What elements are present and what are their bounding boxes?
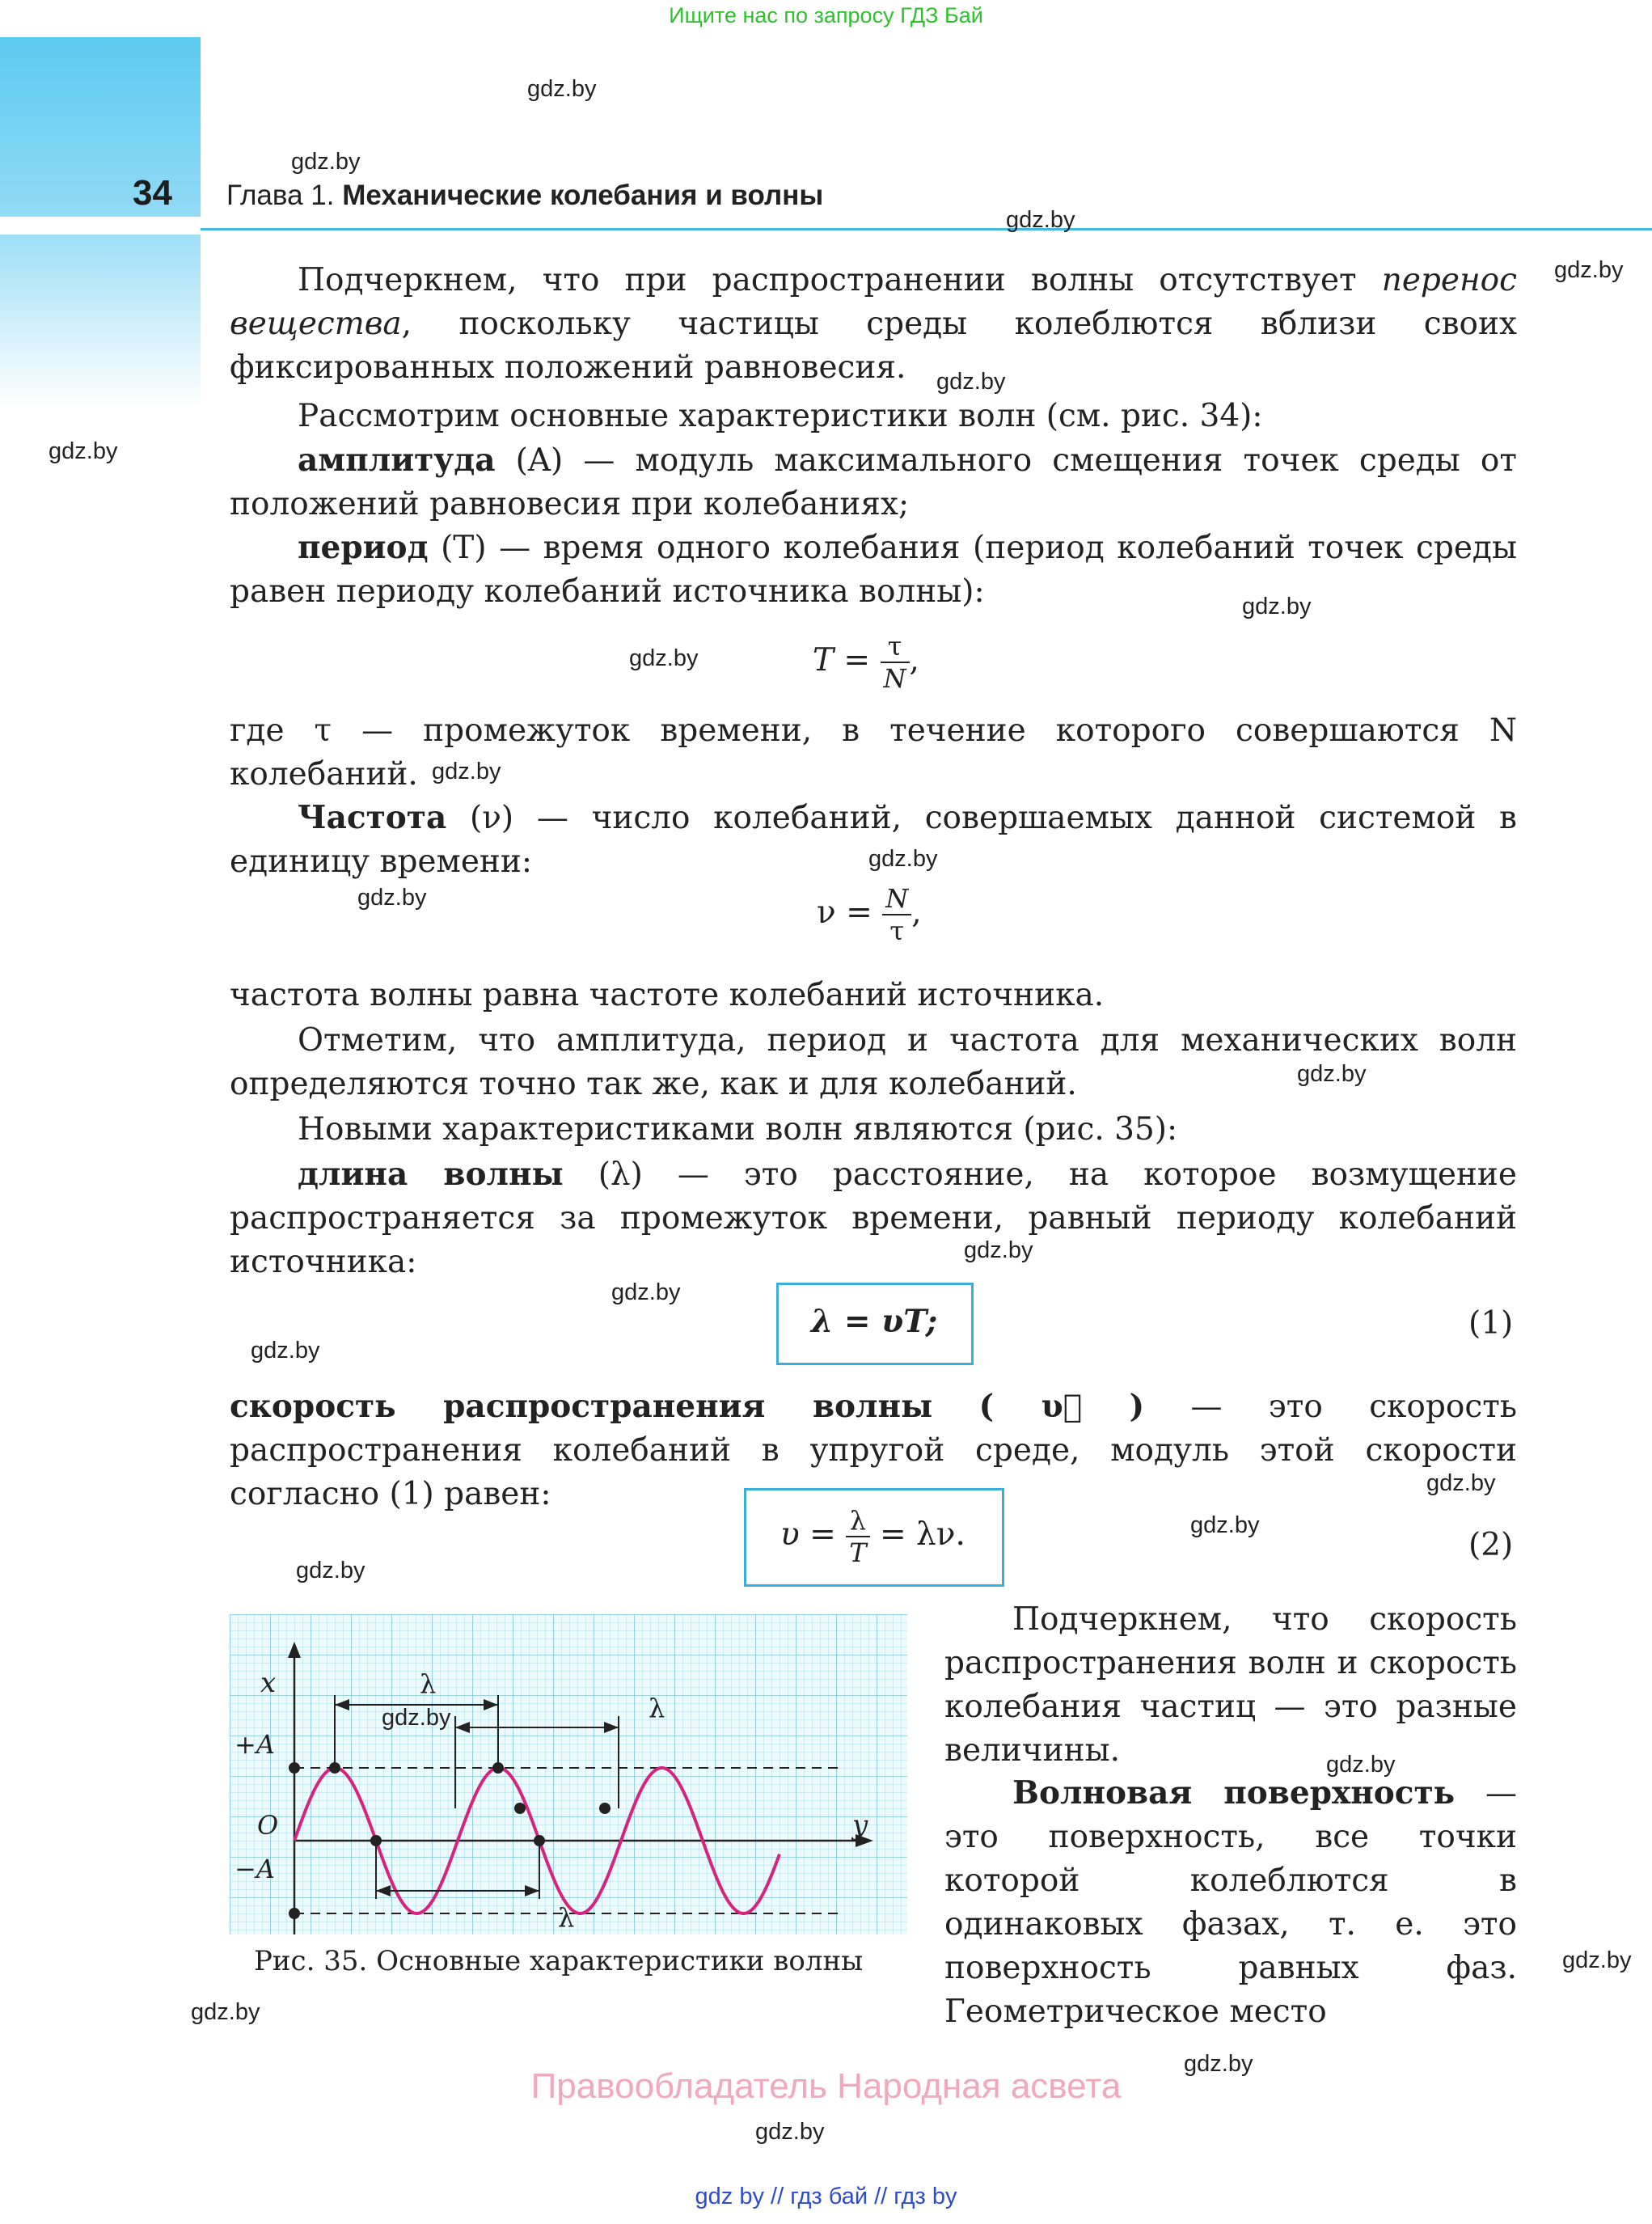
watermark: gdz.by	[936, 369, 1006, 395]
equation-2-number: (2)	[1468, 1527, 1514, 1563]
formula-frequency: ν = $\frac{N}{\tau}$ ,	[817, 883, 922, 946]
header-rule	[201, 228, 1652, 230]
watermark: gdz.by	[251, 1338, 320, 1364]
label-x-axis: x	[260, 1667, 277, 1699]
equation-1-number: (1)	[1468, 1305, 1514, 1342]
label-lambda-1: λ	[420, 1668, 437, 1699]
figure-35-wave-diagram	[230, 1614, 907, 1934]
watermark: gdz.by	[1326, 1752, 1396, 1778]
graph-paper-grid	[230, 1614, 907, 1934]
watermark: gdz.by	[382, 1705, 451, 1731]
watermark: gdz.by	[357, 885, 427, 911]
top-banner: Ищите нас по запросу ГДЗ Бай	[669, 3, 983, 27]
paragraph-9: Новыми характеристиками волн являются (рис. 35):	[298, 1111, 1178, 1148]
label-origin: O	[257, 1810, 279, 1841]
watermark: gdz.by	[964, 1237, 1033, 1263]
watermark: gdz.by	[1562, 1947, 1632, 1973]
wave-point-marker	[599, 1803, 611, 1814]
watermark: gdz.by	[1554, 257, 1624, 283]
footer-links[interactable]: gdz by // гдз бай // гдз by	[695, 2184, 957, 2209]
watermark: gdz.by	[291, 149, 361, 175]
watermark: gdz.by	[527, 76, 597, 102]
equation-2-box	[744, 1488, 1004, 1587]
watermark: gdz.by	[629, 645, 699, 671]
watermark: gdz.by	[1426, 1470, 1496, 1496]
paragraph-frequency: Частота (ν) — число колебаний, совершаемых данной системой в единицу времени:	[230, 799, 1517, 880]
chapter-prefix: Глава 1.	[226, 180, 335, 211]
label-lambda-2: λ	[649, 1693, 665, 1723]
formula-period: T = $\frac{\tau}{N}$ ,	[813, 631, 919, 694]
watermark: gdz.by	[296, 1558, 365, 1583]
wave-point-marker	[289, 1762, 300, 1774]
paragraph-wave-surface: Волновая поверхность — это поверхность, все точки которой колеблются в одинаковых фазах, т. е. это поверхность равных фаз. Геометрическое место	[944, 1774, 1517, 2030]
paragraph-7: частота волны равна частоте колебаний источника.	[230, 977, 1105, 1013]
copyright-notice: Правообладатель Народная асвета	[530, 2066, 1122, 2106]
watermark: gdz.by	[432, 759, 501, 784]
label-y-axis: y	[852, 1809, 868, 1841]
watermark: gdz.by	[1184, 2051, 1253, 2077]
label-minus-a: −A	[234, 1854, 275, 1884]
watermark: gdz.by	[191, 1999, 260, 2025]
figure-caption: Рис. 35. Основные характеристики волны	[254, 1945, 864, 1977]
watermark: gdz.by	[1242, 594, 1312, 619]
paragraph-wave-speed: скорость распространения волны ( υ⃗ ) — это скорость распространения колебаний в упругой среде, модуль этой скорости согласно (1) равен:	[230, 1388, 1518, 1512]
page-number: 34	[133, 173, 172, 213]
watermark: gdz.by	[755, 2119, 825, 2145]
watermark: gdz.by	[611, 1279, 681, 1305]
wave-point-marker	[514, 1803, 526, 1814]
paragraph-amplitude: амплитуда (A) — модуль максимального смещения точек среды от положений равновесия при колебаниях;	[230, 442, 1517, 522]
chapter-title: Механические колебания и волны	[342, 180, 824, 211]
watermark: gdz.by	[1006, 207, 1075, 233]
paragraph-where-tau: где τ — промежуток времени, в течение которого совершаются N колебаний.	[230, 712, 1517, 793]
equation-2: υ = $\frac{\lambda}{T}$ = λν.	[780, 1505, 965, 1568]
paragraph-wavelength: длина волны (λ) — это расстояние, на которое возмущение распространяется за промежуток времени, равный периоду колебаний источника:	[230, 1156, 1517, 1280]
paragraph-1: Подчеркнем, что при распространении волны отсутствует перенос вещества, поскольку частицы среды колеблются вблизи своих фиксированных положений равновесия.	[230, 262, 1517, 386]
label-lambda-3: λ	[558, 1902, 575, 1933]
watermark: gdz.by	[49, 438, 118, 464]
wave-point-marker	[289, 1908, 300, 1919]
header-divider-gap	[0, 217, 201, 235]
label-plus-a: +A	[234, 1729, 275, 1760]
watermark: gdz.by	[1297, 1061, 1367, 1087]
chapter-heading	[226, 180, 823, 212]
equation-1: λ = υT;	[811, 1303, 938, 1340]
paragraph-period: период (T) — время одного колебания (период колебаний точек среды равен периоду колебаний источника волны):	[230, 529, 1517, 610]
paragraph-12: Подчеркнем, что скорость распространения волн и скорость колебания частиц — это разные величины.	[944, 1601, 1517, 1769]
watermark: gdz.by	[868, 846, 938, 872]
watermark: gdz.by	[1190, 1512, 1260, 1538]
equation-1-box	[776, 1283, 974, 1365]
paragraph-8: Отметим, что амплитуда, период и частота для механических волн определяются точно так же, как и для колебаний.	[230, 1022, 1517, 1102]
paragraph-2: Рассмотрим основные характеристики волн (см. рис. 34):	[298, 398, 1263, 434]
